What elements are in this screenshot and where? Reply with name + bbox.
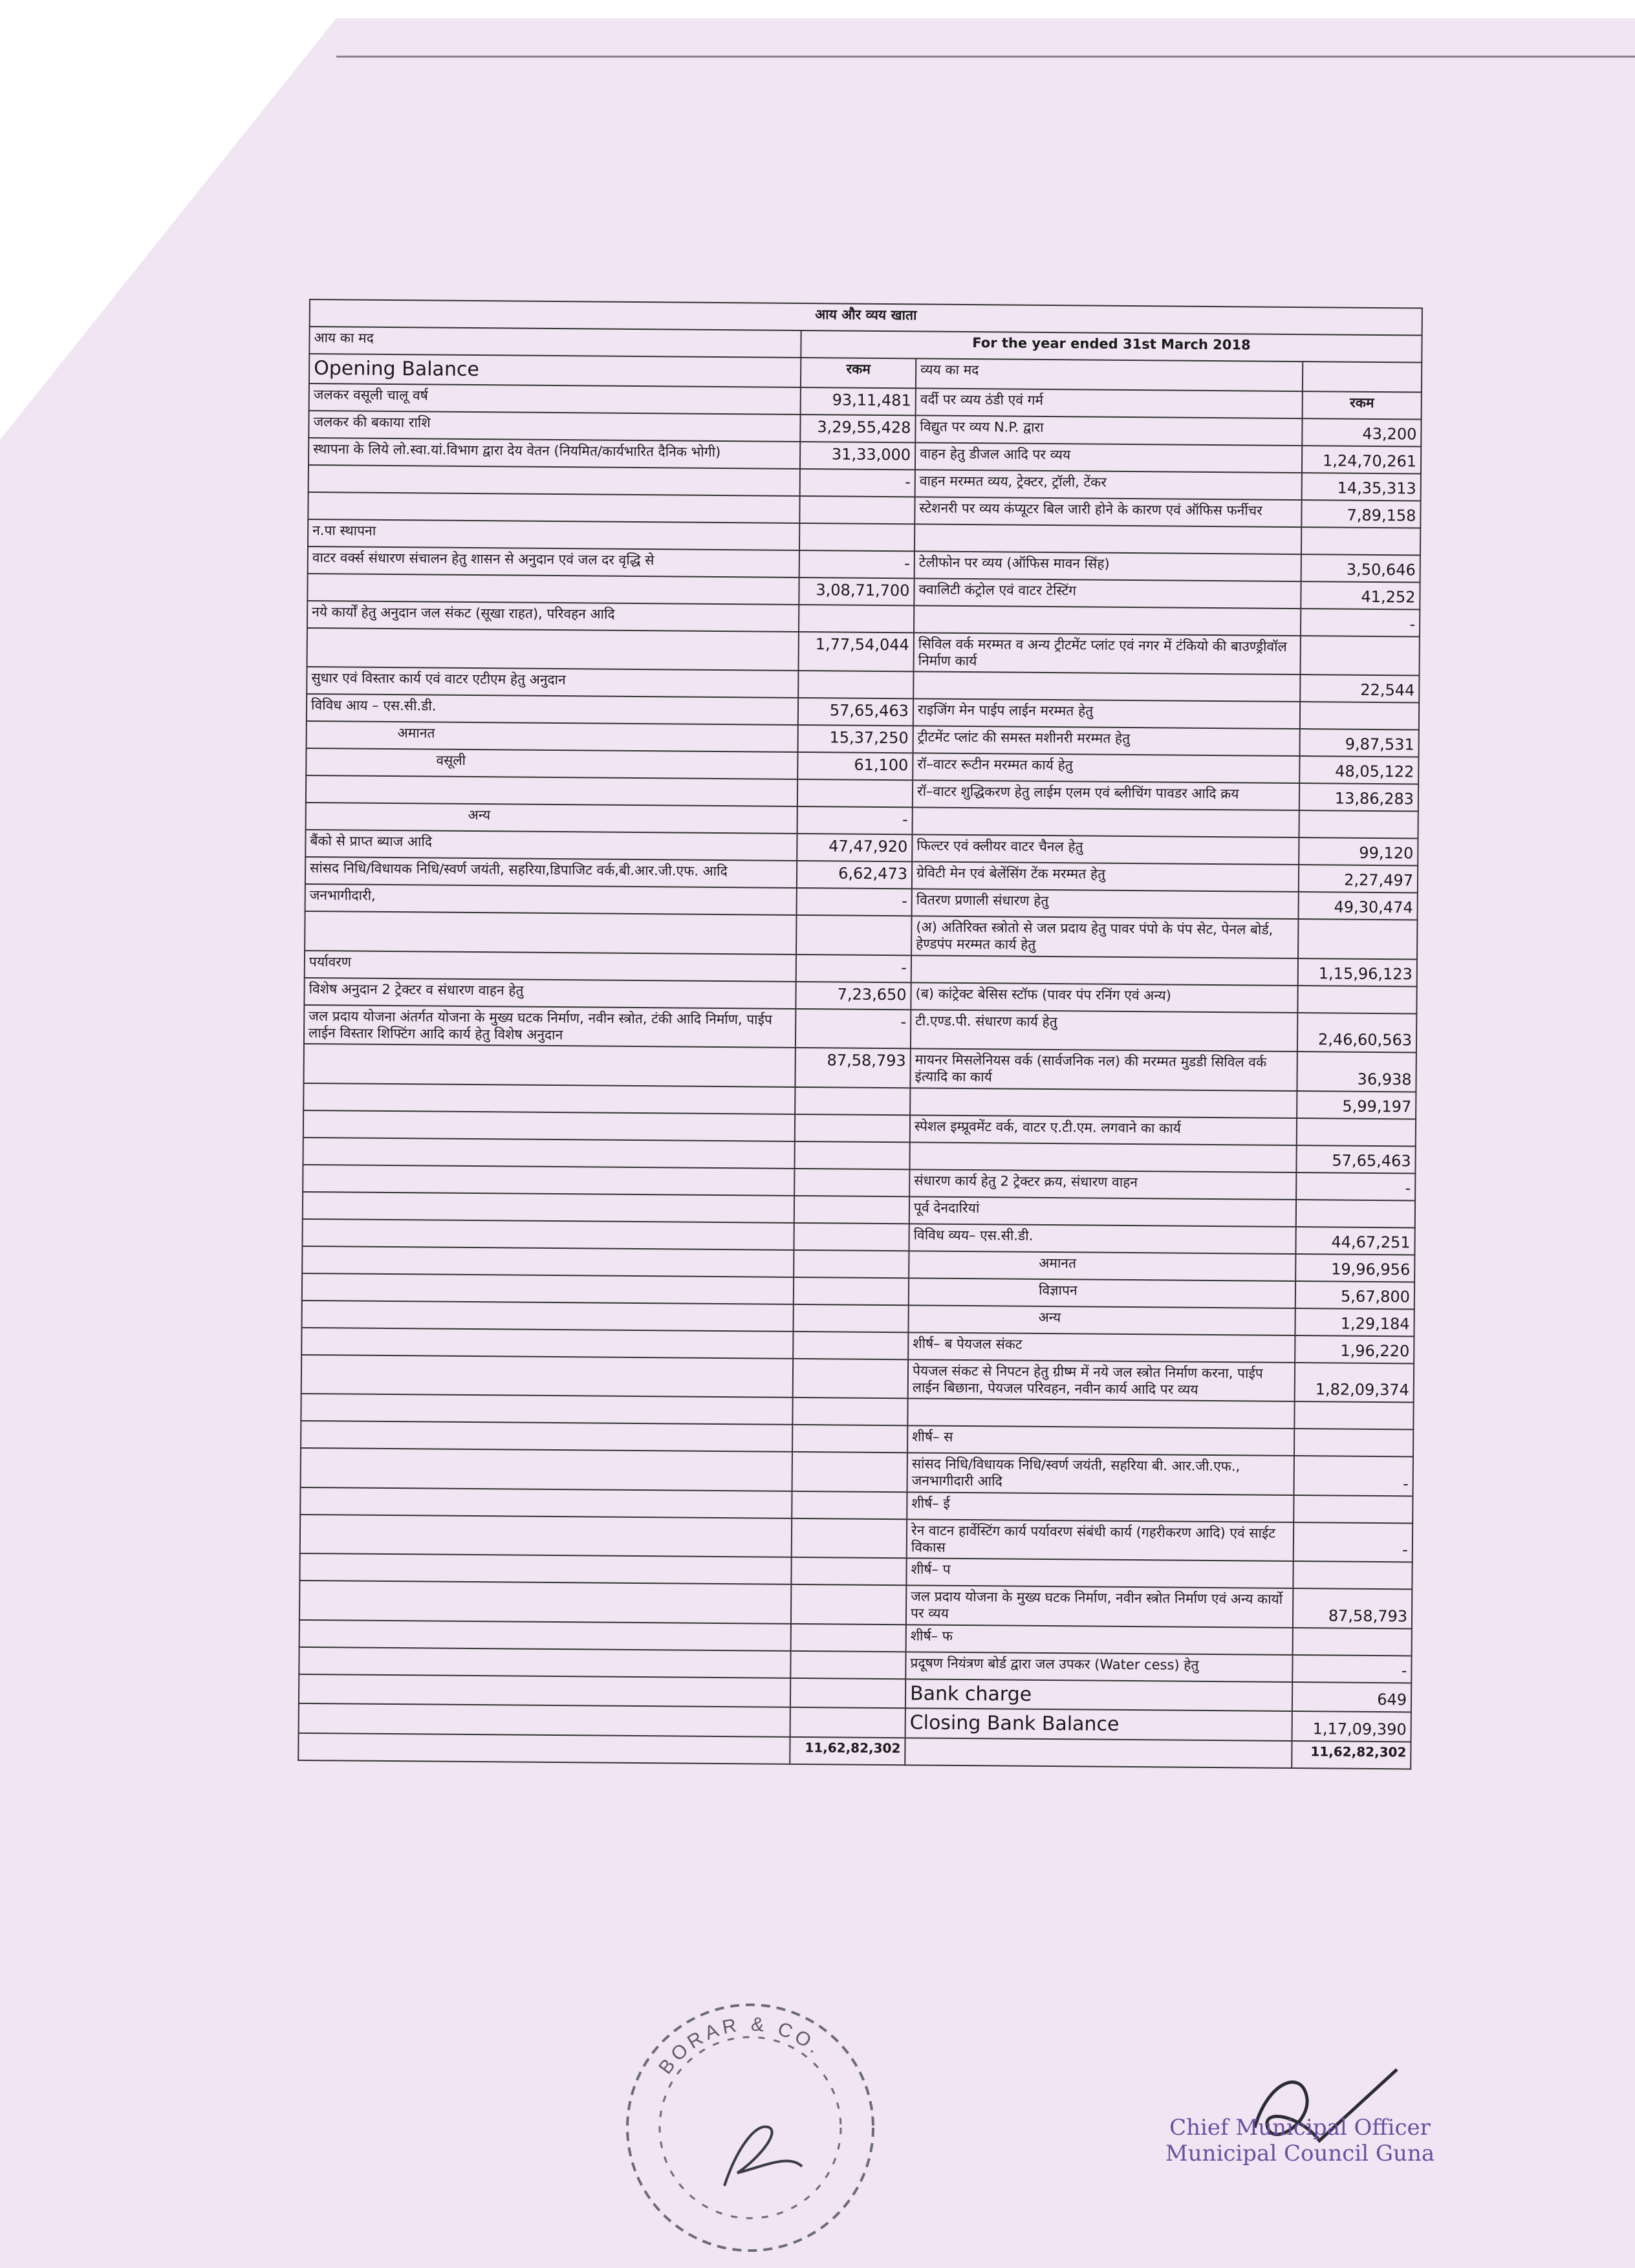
expense-head-cell: रॉ–वाटर रूटीन मरम्मत कार्य हेतु [913,753,1299,783]
expense-amount-cell: 5,67,800 [1295,1281,1414,1309]
expense-amount-cell: - [1301,609,1420,636]
expense-amount-cell [1298,919,1418,959]
income-amount-cell [794,1249,909,1277]
expense-head-cell: (ब) कांट्रेक्ट बेसिस स्टॉफ (पावर पंप रनिंग एवं अन्य) [911,982,1297,1013]
income-head-cell [302,1218,794,1249]
income-head-cell [301,1448,792,1491]
income-head-cell: बैंको से प्राप्त ब्याज आदि [305,830,797,861]
expense-head-cell [914,605,1301,636]
expense-head-cell: फिल्टर एवं क्लीयर वाटर चैनल हेतु [912,834,1299,865]
income-head-cell: जलकर की बकाया राशि [309,411,800,442]
expense-amount-cell: 7,89,158 [1301,500,1420,528]
income-head-cell [301,1354,793,1397]
income-total: 11,62,82,302 [790,1736,905,1764]
expense-head-cell: सिविल वर्क मरम्मत व अन्य ट्रीटमेंट प्लांट एवं नगर में टंकियो की बाउण्ड्रीवॉल निर्माण कार्य [914,632,1301,675]
income-amount-cell [794,1277,909,1304]
totals-spacer [298,1733,790,1764]
income-expenditure-table [298,299,1422,1769]
expense-amount-cell: 49,30,474 [1299,892,1418,920]
expense-head-cell: वाहन हेतु डीजल आदि पर व्यय [915,442,1302,473]
expense-head-cell: शीर्ष– प [906,1558,1293,1588]
expense-amount-cell: 13,86,283 [1299,783,1418,811]
expense-head-cell: रॉ–वाटर शुद्धिकरण हेतु लाईम एलम एवं ब्लीचिंग पावडर आदि क्रय [913,780,1299,810]
income-head-cell: जल प्रदाय योजना अंतर्गत योजना के मुख्य घटक निर्माण, नवीन स्त्रोत, टंकी आदि निर्माण, पाईप लाईन विस्तार शिफ्टिंग आदि कार्य हेतु विशेष अनुदान [304,1004,796,1047]
expense-head-cell: Closing Bank Balance [905,1708,1292,1740]
expense-amount-cell: 41,252 [1301,581,1420,609]
expense-head-cell: क्वालिटी कंट्रोल एवं वाटर टेस्टिंग [914,578,1301,609]
income-amount-cell: - [796,954,911,982]
income-head-cell [299,1647,790,1678]
income-head-cell: नये कार्यों हेतु अनुदान जल संकट (सूखा राहत), परिवहन आदि [307,600,799,631]
expense-amount-cell: 1,29,184 [1295,1308,1414,1336]
expense-head-cell: शीर्ष– स [907,1425,1294,1456]
expense-head-cell: विद्युत पर व्यय N.P. द्वारा [915,415,1302,446]
expense-head-cell: पूर्व देनदारियां [909,1196,1296,1227]
expense-amount-spacer [1303,362,1422,392]
round-stamp [608,1992,893,2263]
income-amount-cell: - [796,1008,911,1048]
income-amount-cell [794,1195,909,1223]
income-amount-cell [790,1707,905,1738]
expense-amount-cell: 36,938 [1297,1052,1416,1092]
income-head-cell [301,1421,792,1452]
signatory-office: Municipal Council Guna [1165,2141,1435,2166]
expense-amount-cell: 44,67,251 [1295,1227,1414,1255]
income-amount-cell: 3,29,55,428 [800,414,915,442]
expense-amount-cell [1299,810,1418,838]
income-head-cell [299,1553,791,1584]
expense-amount-cell: 649 [1292,1682,1411,1712]
expense-amount-cell: 1,15,96,123 [1298,958,1417,986]
income-head-cell [300,1514,792,1557]
income-amount-cell: - [799,550,915,578]
expense-amount-cell [1293,1561,1412,1589]
expense-amount-cell: 5,99,197 [1297,1091,1416,1119]
income-head-cell [303,1164,794,1195]
income-head-cell: जलकर वसूली चालू वर्ष [309,383,801,415]
expense-amount-cell: - [1292,1655,1411,1683]
income-head-cell: जनभागीदारी, [305,884,797,915]
income-amount-cell [793,1331,908,1359]
expense-head-cell [913,671,1300,702]
income-amount-cell: - [797,888,912,916]
income-amount-cell [796,915,911,955]
income-amount-cell: 61,100 [797,752,913,780]
stamp-text: BORAR & CO. [655,2013,827,2079]
expense-head-cell [909,1142,1296,1172]
expense-amount-cell: 9,87,531 [1299,729,1418,757]
income-amount-cell [791,1557,906,1585]
signatory-title: Chief Municipal Officer [1169,2115,1431,2141]
expense-head-cell: रेन वाटन हार्वेस्टिंग कार्य पर्यावरण संबंधी कार्य (गहरीकरण आदि) एवं साईट विकास [907,1519,1294,1561]
expense-head-cell: स्टेशनरी पर व्यय कंप्यूटर बिल जारी होने के कारण एवं ऑफिस फर्नीचर [915,497,1301,527]
expense-head-cell: वितरण प्रणाली संधारण हेतु [912,889,1299,919]
income-amount-cell [794,1168,909,1196]
income-head-cell: सुधार एवं विस्तार कार्य एवं वाटर एटीएम हेतु अनुदान [307,667,798,698]
expense-amount-cell: 43,200 [1302,418,1421,446]
income-head-cell: वसूली [306,748,797,779]
income-head-cell: विविध आय – एस.सी.डी. [307,694,798,725]
income-head-cell [299,1581,791,1623]
expense-head-cell: जल प्रदाय योजना के मुख्य घटक निर्माण, नवीन स्त्रोत निर्माण एवं अन्य कार्यो पर व्यय [906,1585,1293,1627]
expense-head-cell: ग्रेविटी मेन एवं बेलेंसिंग टेंक मरम्मत हेतु [912,861,1299,892]
income-amount-header: रकम [801,358,916,388]
income-amount-cell: 1,77,54,044 [799,631,914,671]
income-head-label: आय का मद [309,327,801,358]
income-head-cell [305,911,796,954]
expense-head-cell: शीर्ष– ई [907,1492,1294,1522]
income-head-cell [299,1619,791,1650]
income-amount-cell [794,1222,909,1250]
income-amount-cell [792,1452,907,1492]
income-amount-cell [791,1584,906,1625]
income-amount-cell: - [800,468,915,496]
income-amount-cell [792,1518,907,1558]
income-head-cell [307,573,799,604]
income-amount-cell [791,1623,906,1651]
expense-amount-cell: 1,82,09,374 [1295,1363,1414,1403]
income-amount-cell: 6,62,473 [797,861,912,889]
expense-head-cell [910,1088,1297,1118]
income-head-cell [303,1137,794,1168]
expense-head-cell: विज्ञापन [909,1278,1295,1308]
expense-head-cell: मायनर मिसलेनियस वर्क (सार्वजनिक नल) की मरम्मत मुडडी सिविल वर्क इंत्यादि का कार्य [910,1048,1297,1090]
income-head-cell [299,1703,790,1736]
income-amount-cell [798,671,913,698]
expense-amount-cell: 1,96,220 [1295,1335,1414,1363]
expense-amount-cell: 99,120 [1299,837,1418,865]
income-head-cell: अन्य [306,803,797,834]
income-amount-cell [799,495,915,523]
expense-head-cell [911,955,1298,986]
expense-head-cell: अमानत [909,1251,1295,1281]
expense-amount-cell: 2,27,497 [1299,865,1418,892]
income-head-cell: न.पा स्थापना [308,519,799,550]
expense-head-cell: पेयजल संकट से निपटन हेतु ग्रीष्म में नये जल स्त्रोत निर्माण करना, पाईप लाईन बिछाना, पेयजल परिवहन, नवीन कार्य आदि पर व्यय [908,1359,1295,1401]
income-amount-cell [790,1650,905,1678]
income-amount-cell: 31,33,000 [800,441,915,469]
expense-amount-cell: 1,24,70,261 [1302,446,1421,473]
income-head-cell [307,627,799,670]
expense-amount-cell [1297,986,1416,1013]
expense-head-cell: ट्रीटमेंट प्लांट की समस्त मशीनरी मरम्मत हेतु [913,726,1300,756]
income-head-cell: विशेष अनुदान 2 ट्रेक्टर व संधारण वाहन हेतु [304,977,796,1008]
expense-amount-cell [1296,1200,1415,1227]
period-heading: For the year ended 31st March 2018 [801,330,1422,363]
income-head-cell [309,464,800,495]
income-head-cell [303,1083,795,1114]
expense-amount-cell: - [1294,1522,1413,1562]
income-amount-cell: 87,58,793 [795,1048,910,1088]
expense-amount-cell [1294,1495,1413,1523]
expense-head-cell [913,807,1299,837]
income-head-cell [299,1674,790,1707]
income-amount-cell: - [797,806,913,834]
income-head-cell [302,1273,794,1304]
expense-head-cell [915,524,1301,554]
income-head-cell: स्थापना के लिये लो.स्वा.यां.विभाग द्वारा देय वेतन (नियमित/कार्यभारित दैनिक भोगी) [309,438,800,469]
expense-amount-cell: 48,05,122 [1299,756,1418,784]
income-amount-cell: 7,23,650 [796,981,911,1009]
income-head-cell: पर्यावरण [305,950,796,981]
expense-amount-cell: 3,50,646 [1301,554,1420,582]
income-head-cell [301,1394,792,1425]
expense-head-cell: शीर्ष– फ [906,1625,1293,1655]
income-amount-cell: 47,47,920 [797,834,912,861]
expense-total: 11,62,82,302 [1292,1741,1411,1769]
income-amount-cell [797,779,913,807]
document-title: आय और व्यय खाता [310,299,1422,336]
income-head-cell [300,1487,792,1518]
income-amount-cell [790,1678,905,1708]
expense-head-cell [907,1398,1294,1429]
page-rule [336,56,1635,58]
expense-head-cell: अन्य [908,1305,1295,1335]
expense-head-cell: टेलीफोन पर व्यय (ऑफिस मावन सिंह) [915,551,1301,581]
expense-head-cell: सांसद निधि/विधायक निधि/स्वर्ण जयंती, सहरिया बी. आर.जी.एफ., जनभागीदारी आदि [907,1453,1294,1495]
expense-amount-cell: 14,35,313 [1302,473,1421,501]
income-head-cell [308,491,799,523]
income-amount-cell [792,1491,907,1518]
expense-amount-cell [1301,527,1420,555]
income-amount-cell [799,604,914,632]
income-amount-cell: 15,37,250 [798,725,913,753]
expense-head-label: व्यय का मद [916,358,1303,391]
expense-head-cell: टी.एण्ड.पी. संधारण कार्य हेतु [911,1010,1297,1052]
income-amount-cell [793,1358,908,1398]
expense-amount-cell: 1,17,09,390 [1292,1711,1411,1742]
expense-head-cell: Bank charge [905,1679,1292,1711]
income-head-cell: सांसद निधि/विधायक निधि/स्वर्ण जयंती, सहरिया,डिपाजिट वर्क,बी.आर.जी.एफ. आदि [305,857,797,888]
expense-amount-cell: - [1294,1456,1414,1496]
expense-amount-cell [1293,1628,1412,1656]
income-head-cell [302,1300,794,1331]
expense-head-cell: (अ) अतिरिक्त स्त्रोतो से जल प्रदाय हेतु पावर पंपो के पंप सेट, पेनल बोर्ड, हेण्डपंप मरम्मत कार्य हेतु [911,916,1298,958]
expense-head-cell: राइजिंग मेन पाईप लाईन मरम्मत हेतु [913,698,1300,729]
income-amount-cell [799,523,915,550]
income-head-cell [303,1044,795,1086]
income-head-cell [303,1110,795,1141]
income-amount-cell [792,1425,907,1453]
income-head-cell [302,1246,794,1277]
expense-amount-cell [1297,1118,1416,1146]
expense-amount-cell [1294,1429,1413,1456]
income-head-cell: अमानत [307,721,798,752]
expense-head-cell: शीर्ष– ब पेयजल संकट [908,1332,1295,1363]
expense-amount-cell [1300,702,1419,729]
expense-amount-cell: 2,46,60,563 [1297,1013,1417,1053]
income-amount-cell [795,1086,910,1114]
income-amount-cell: 57,65,463 [798,698,913,726]
expense-amount-cell [1294,1401,1413,1429]
expense-head-cell: प्रदूषण नियंत्रण बोर्ड द्वारा जल उपकर (Water cess) हेतु [905,1652,1292,1682]
income-amount-cell [794,1141,909,1169]
expense-amount-cell: 19,96,956 [1295,1254,1414,1282]
expense-amount-cell: - [1296,1172,1415,1200]
expense-amount-cell: 87,58,793 [1293,1588,1413,1628]
expense-head-cell: स्पेशल इम्प्रूवमेंट वर्क, वाटर ए.टी.एम. लगवाने का कार्य [910,1115,1297,1145]
opening-balance-label: Opening Balance [309,354,801,387]
expense-amount-cell: रकम [1303,391,1422,419]
expense-amount-cell: 57,65,463 [1296,1145,1415,1173]
income-amount-cell: 3,08,71,700 [799,577,914,605]
income-amount-cell: 93,11,481 [801,387,916,415]
totals-spacer [905,1738,1292,1768]
signatory-block [1132,2115,1468,2166]
expense-amount-cell [1300,636,1420,676]
expense-head-cell: विविध व्यय– एस.सी.डी. [909,1224,1295,1254]
expense-amount-cell: 22,544 [1300,675,1419,702]
expense-head-cell: संधारण कार्य हेतु 2 ट्रेक्टर क्रय, संधारण वाहन [909,1169,1296,1200]
income-amount-cell [792,1398,907,1425]
svg-text:BORAR & CO. [655,2014,827,2079]
expense-head-cell: वाहन मरम्मत व्यय, ट्रेक्टर, ट्रॉली, टेंकर [915,470,1302,500]
income-head-cell [301,1327,793,1358]
income-amount-cell [795,1114,910,1141]
income-amount-cell [793,1304,908,1332]
income-head-cell [306,775,797,806]
expense-head-cell: वर्दी पर व्यय ठंडी एवं गर्म [916,388,1303,418]
income-head-cell: वाटर वर्क्स संधारण संचालन हेतु शासन से अनुदान एवं जल दर वृद्धि से [308,546,799,577]
income-head-cell [303,1191,794,1222]
